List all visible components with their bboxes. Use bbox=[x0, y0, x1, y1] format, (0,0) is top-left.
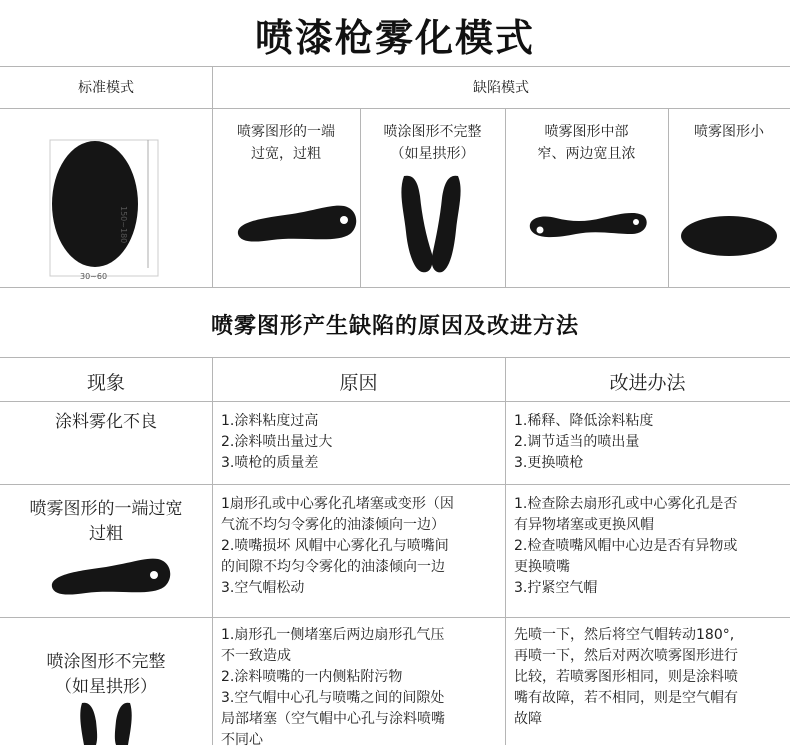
divider bbox=[0, 357, 790, 358]
divider bbox=[505, 357, 506, 745]
standard-mode-label: 标准模式 bbox=[78, 80, 134, 96]
wide-end-blob-shape bbox=[46, 553, 176, 601]
defect-caption: 喷涂图形不完整 （如星拱形） bbox=[383, 124, 482, 162]
row-causes: 1扇形孔或中心雾化孔堵塞或变形（因 气流不均匀令雾化的油漆倾向一边） 2.喷嘴损坏 风帽中心雾化孔与喷嘴间 的间隙不均匀令雾化的油漆倾向一边 3.空气帽松动 bbox=[221, 496, 454, 596]
header-phenomenon: 现象 bbox=[86, 372, 125, 394]
divider bbox=[0, 401, 790, 402]
row-causes: 1.涂料粘度过高 2.涂料喷出量过大 3.喷枪的质量差 bbox=[221, 413, 333, 471]
row-fixes: 1.检查除去扇形孔或中心雾化孔是否 有异物堵塞或更换风帽 2.检查喷嘴风帽中心边是否有异物或 更换喷嘴 3.拧紧空气帽 bbox=[514, 496, 738, 596]
row-fixes: 先喷一下，然后将空气帽转动180°, 再喷一下，然后对两次喷雾图形进行 比较，若喷雾图形相同，则是涂料喷 嘴有故障，若不相同，则是空气帽有 故障 bbox=[514, 627, 738, 727]
dimension-vertical: 150~180 bbox=[119, 206, 128, 244]
small-oval-shape bbox=[678, 214, 780, 258]
row-phenomenon: 喷涂图形不完整 （如星拱形） bbox=[46, 652, 166, 697]
section-title: 喷雾图形产生缺陷的原因及改进方法 bbox=[210, 314, 579, 339]
divider bbox=[0, 108, 790, 109]
cause-table bbox=[0, 357, 790, 748]
defect-caption: 喷雾图形中部 窄、两边宽且浓 bbox=[537, 124, 636, 162]
arch-pair-shape bbox=[396, 172, 468, 276]
page-title: 喷漆枪雾化模式 bbox=[254, 16, 535, 60]
defect-caption: 喷雾图形的一端 过宽，过粗 bbox=[237, 124, 335, 162]
row-fixes: 1.稀释、降低涂料粘度 2.调节适当的喷出量 3.更换喷枪 bbox=[514, 413, 654, 471]
row-phenomenon: 喷雾图形的一端过宽 过粗 bbox=[29, 499, 183, 544]
header-cause: 原因 bbox=[339, 372, 378, 394]
arch-pair-shape bbox=[76, 701, 136, 745]
wide-end-blob-shape bbox=[232, 200, 362, 248]
row-causes: 1.扇形孔一侧堵塞后两边扇形孔气压 不一致造成 2.涂料喷嘴的一内侧粘附污物 3.空气帽中心孔与喷嘴之间的间隙处 局部堵塞（空气帽中心孔与涂料喷嘴 不同心 bbox=[221, 627, 445, 748]
divider bbox=[212, 357, 213, 745]
divider bbox=[212, 66, 213, 288]
mode-table bbox=[0, 66, 790, 291]
divider bbox=[0, 617, 790, 618]
narrow-middle-blob-shape bbox=[526, 208, 650, 244]
defect-caption: 喷雾图形小 bbox=[694, 124, 764, 140]
header-remedy: 改进办法 bbox=[609, 372, 686, 394]
divider bbox=[0, 484, 790, 485]
divider bbox=[0, 66, 790, 67]
standard-spray-pattern bbox=[40, 132, 170, 288]
defect-mode-label: 缺陷模式 bbox=[473, 80, 529, 96]
dimension-horizontal: 30~60 bbox=[80, 272, 108, 281]
row-phenomenon: 涂料雾化不良 bbox=[55, 412, 157, 432]
